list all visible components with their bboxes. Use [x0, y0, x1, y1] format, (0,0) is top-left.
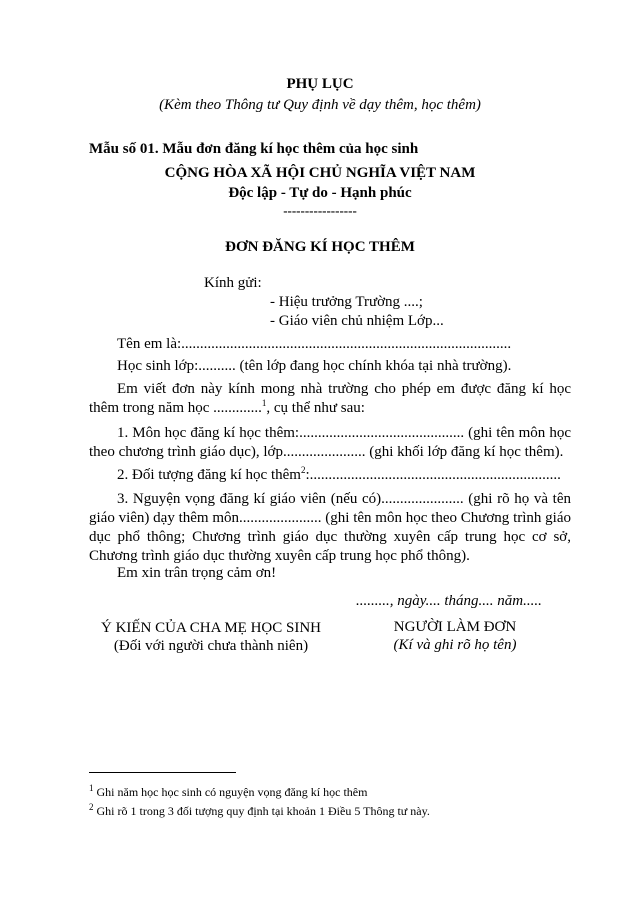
national-motto: Độc lập - Tự do - Hạnh phúc — [228, 185, 412, 201]
recipient-principal: - Hiệu trưởng Trường ....; — [270, 294, 423, 310]
item-teacher-text: 3. Nguyện vọng đăng kí giáo viên (nếu có)...................... (ghi rõ họ và tên giáo viên) dạy thêm môn...................... (ghi tên môn học theo Chương trình giáo dục phổ thông; Chương trình giáo dục thường xuyên cấp trung học cơ sở, Chương trình giáo dục thường xuyên cấp trung học phổ thông). — [89, 491, 571, 564]
student-class-line: Học sinh lớp:.......... (tên lớp đang học chính khóa tại nhà trường). — [117, 358, 512, 374]
footnote-2-text: Ghi rõ 1 trong 3 đối tượng quy định tại khoản 1 Điều 5 Thông tư này. — [96, 804, 430, 818]
student-name-line: Tên em là:........................................................................................ — [117, 336, 512, 352]
motto-divider: ----------------- — [283, 203, 357, 218]
footnote-ref-2: 2 — [300, 465, 306, 475]
appendix-subtitle: (Kèm theo Thông tư Quy định về dạy thêm, học thêm) — [159, 97, 481, 113]
item-subject-text: 1. Môn học đăng kí học thêm:............................................ (ghi tên môn học theo chương trình giáo dục), lớp...................... (ghi khối lớp đăng kí học thêm). — [89, 425, 571, 460]
footnote-1-text: Ghi năm học học sinh có nguyện vọng đăng kí học thêm — [96, 785, 368, 799]
item-target-text: 2. Đối tượng đăng kí học thêm — [117, 467, 301, 483]
applicant-title: NGƯỜI LÀM ĐƠN — [393, 619, 517, 635]
thanks-line: Em xin trân trọng cảm ơn! — [117, 565, 277, 581]
footnote-2 — [89, 804, 430, 819]
request-paragraph — [89, 380, 571, 418]
item-target-dots: :................................................................... — [305, 467, 561, 483]
footnote-ref-1: 1 — [261, 398, 267, 408]
item-teacher — [89, 490, 571, 566]
item-target — [117, 467, 561, 484]
date-line: ........., ngày.... tháng.... năm..... — [356, 593, 542, 609]
item-subject — [89, 424, 571, 462]
request-text: Em viết đơn này kính mong nhà trường cho phép em được đăng kí học thêm trong năm học ............. — [89, 381, 571, 416]
document-title: ĐƠN ĐĂNG KÍ HỌC THÊM — [225, 239, 415, 255]
footnote-1-mark: 1 — [89, 783, 94, 793]
appendix-title: PHỤ LỤC — [286, 76, 354, 92]
greeting: Kính gửi: — [204, 275, 262, 291]
applicant-note: (Kí và ghi rõ họ tên) — [393, 637, 517, 653]
national-name: CỘNG HÒA XÃ HỘI CHỦ NGHĨA VIỆT NAM — [164, 165, 476, 181]
parent-opinion-title: Ý KIẾN CỦA CHA MẸ HỌC SINH — [100, 620, 321, 636]
recipient-homeroom-teacher: - Giáo viên chủ nhiệm Lớp... — [270, 313, 444, 329]
request-text-end: , cụ thể như sau: — [266, 400, 365, 416]
footnote-1 — [89, 785, 367, 800]
parent-opinion-note: (Đối với người chưa thành niên) — [113, 638, 309, 654]
footnote-2-mark: 2 — [89, 802, 94, 812]
form-label: Mẫu số 01. Mẫu đơn đăng kí học thêm của học sinh — [89, 141, 419, 157]
footnote-separator — [89, 772, 236, 773]
